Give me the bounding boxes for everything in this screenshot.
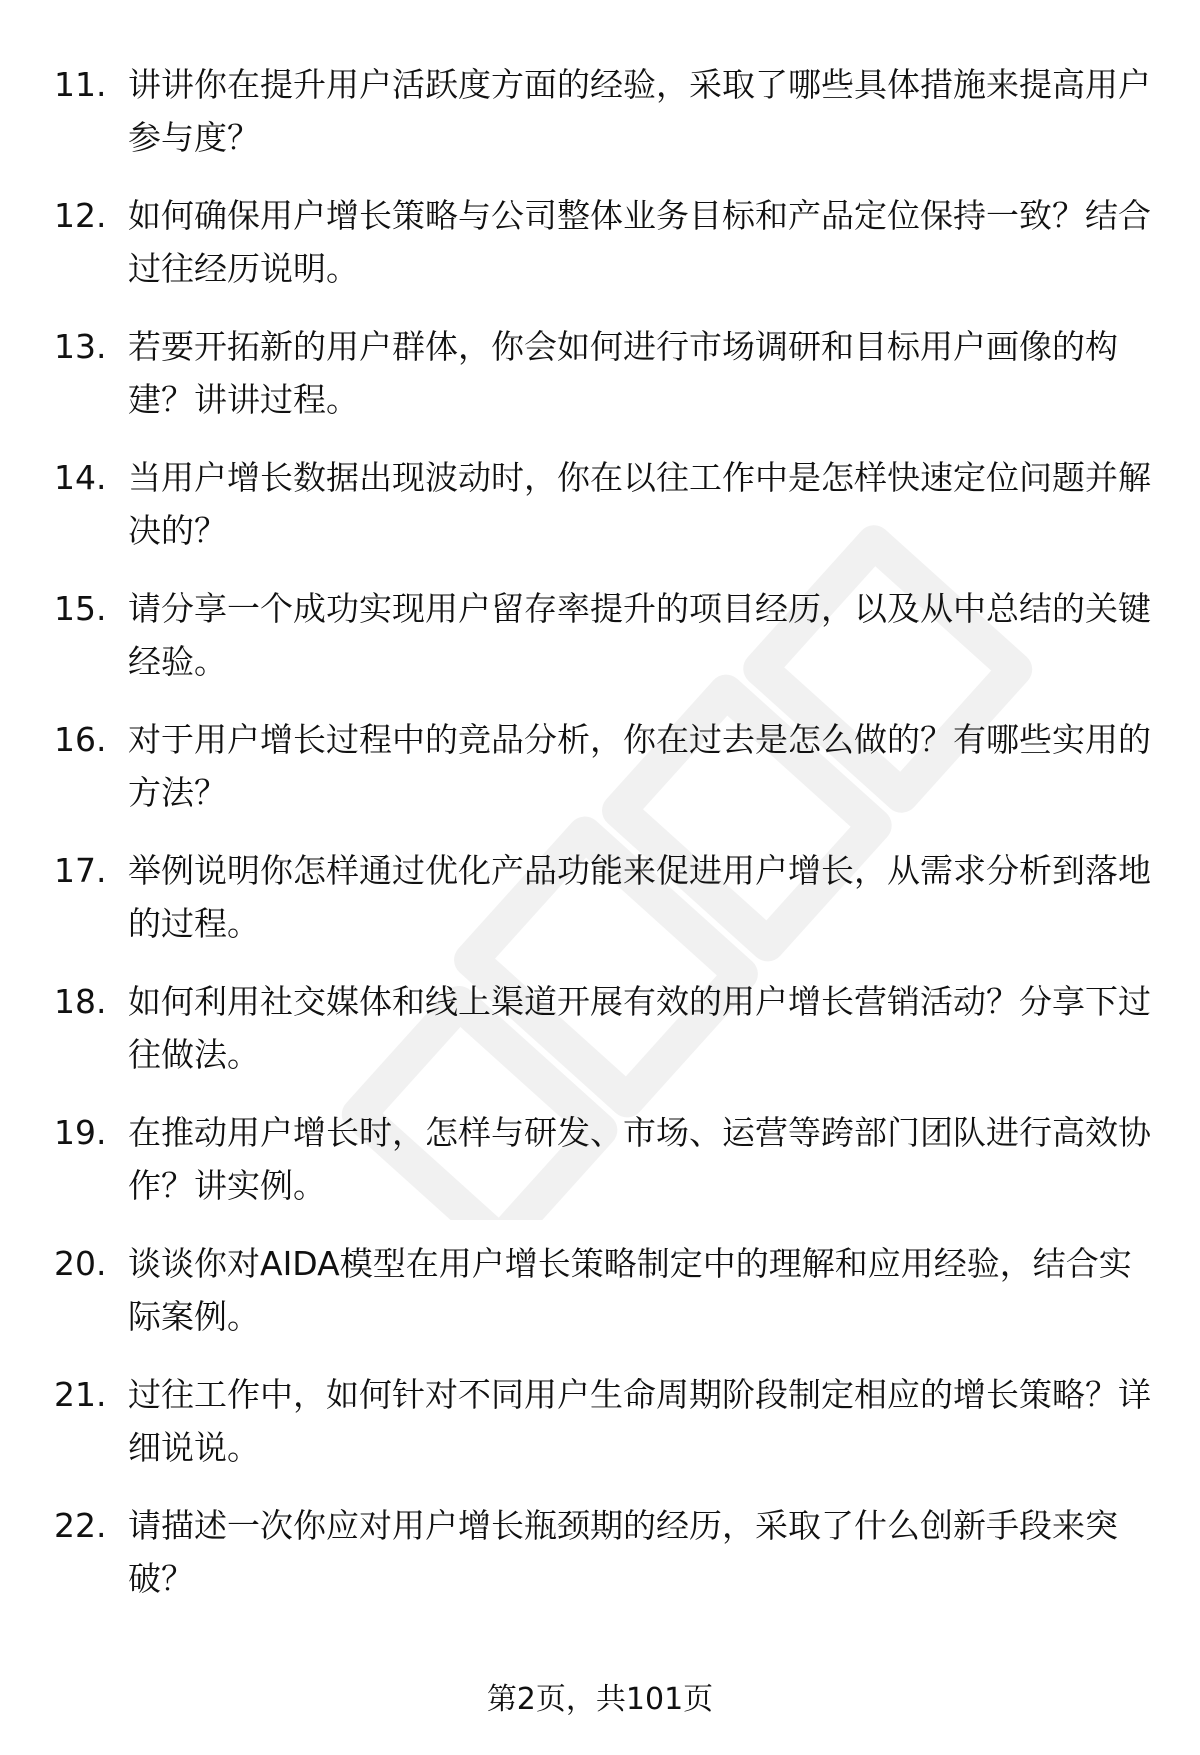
question-item	[0, 844, 1200, 975]
question-number: 20.	[54, 1244, 107, 1283]
question-text: 如何利用社交媒体和线上渠道开展有效的用户增长营销活动？分享下过往做法。	[128, 982, 1151, 1074]
question-text: 请描述一次你应对用户增长瓶颈期的经历，采取了什么创新手段来突破？	[128, 1506, 1118, 1598]
question-number: 16.	[54, 720, 107, 759]
question-text: 过往工作中，如何针对不同用户生命周期阶段制定相应的增长策略？详细说说。	[128, 1375, 1151, 1467]
question-number: 11.	[54, 65, 107, 104]
question-text: 如何确保用户增长策略与公司整体业务目标和产品定位保持一致？结合过往经历说明。	[128, 196, 1151, 288]
question-item	[0, 582, 1200, 713]
question-number: 21.	[54, 1375, 107, 1414]
question-text: 对于用户增长过程中的竞品分析，你在过去是怎么做的？有哪些实用的方法？	[128, 720, 1151, 812]
question-text: 在推动用户增长时，怎样与研发、市场、运营等跨部门团队进行高效协作？讲实例。	[128, 1113, 1151, 1205]
question-text: 谈谈你对AIDA模型在用户增长策略制定中的理解和应用经验，结合实际案例。	[128, 1244, 1132, 1336]
page-footer: 第2页，共101页	[486, 1682, 714, 1717]
question-item	[0, 189, 1200, 320]
question-number: 15.	[54, 589, 107, 628]
question-item	[0, 1106, 1200, 1237]
question-number: 13.	[54, 327, 107, 366]
question-number: 22.	[54, 1506, 107, 1545]
question-item	[0, 1499, 1200, 1630]
question-item	[0, 320, 1200, 451]
question-item	[0, 975, 1200, 1106]
question-number: 14.	[54, 458, 107, 497]
question-text: 请分享一个成功实现用户留存率提升的项目经历，以及从中总结的关键经验。	[128, 589, 1151, 681]
question-number: 12.	[54, 196, 107, 235]
question-text: 当用户增长数据出现波动时，你在以往工作中是怎样快速定位问题并解决的？	[128, 458, 1151, 550]
question-text: 讲讲你在提升用户活跃度方面的经验，采取了哪些具体措施来提高用户参与度？	[128, 65, 1151, 157]
question-text: 若要开拓新的用户群体，你会如何进行市场调研和目标用户画像的构建？讲讲过程。	[128, 327, 1118, 419]
question-item	[0, 1368, 1200, 1499]
question-item	[0, 1237, 1200, 1368]
question-number: 19.	[54, 1113, 107, 1152]
question-item	[0, 58, 1200, 189]
question-item	[0, 713, 1200, 844]
question-number: 18.	[54, 982, 107, 1021]
question-item	[0, 451, 1200, 582]
question-list	[0, 58, 1200, 1630]
question-text: 举例说明你怎样通过优化产品功能来促进用户增长，从需求分析到落地的过程。	[128, 851, 1151, 943]
question-number: 17.	[54, 851, 107, 890]
